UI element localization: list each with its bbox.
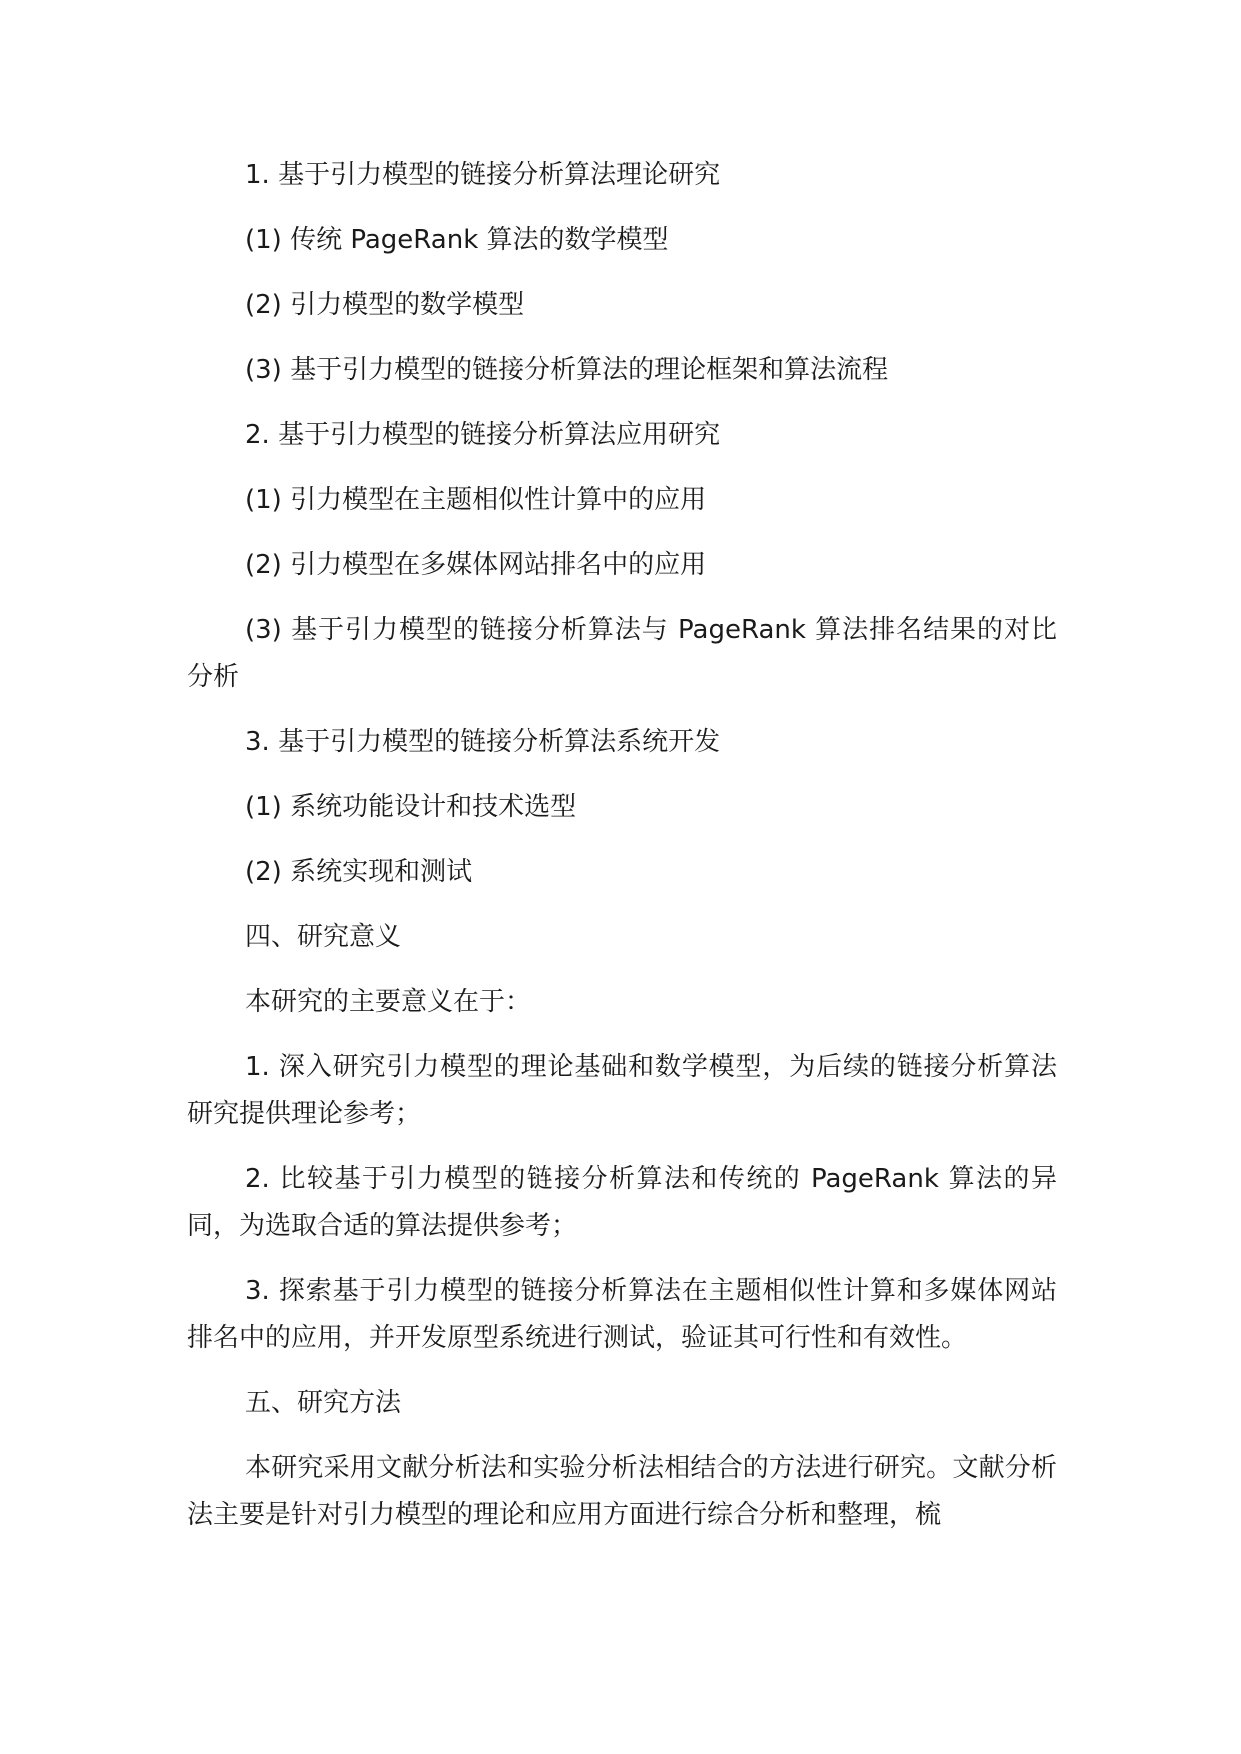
outline-subitem-2-1: (1) 引力模型在主题相似性计算中的应用 xyxy=(245,485,707,515)
methods-paragraph: 本研究采用文献分析法和实验分析法相结合的方法进行研究。文献分析法主要是针对引力模型的理论和应用方面进行综合分析和整理，梳 xyxy=(187,1453,1057,1530)
outline-item-3: 3. 基于引力模型的链接分析算法系统开发 xyxy=(245,727,721,757)
significance-point-2: 2. 比较基于引力模型的链接分析算法和传统的 PageRank 算法的异同，为选取合适的算法提供参考； xyxy=(187,1164,1057,1241)
outline-subitem-1-3: (3) 基于引力模型的链接分析算法的理论框架和算法流程 xyxy=(245,355,889,385)
outline-subitem-3-2: (2) 系统实现和测试 xyxy=(245,857,473,887)
document-body xyxy=(187,152,1057,1557)
significance-point-1: 1. 深入研究引力模型的理论基础和数学模型，为后续的链接分析算法研究提供理论参考； xyxy=(187,1052,1057,1129)
outline-subitem-2-3: (3) 基于引力模型的链接分析算法与 PageRank 算法排名结果的对比分析 xyxy=(187,615,1057,692)
significance-point-3: 3. 探索基于引力模型的链接分析算法在主题相似性计算和多媒体网站排名中的应用，并开发原型系统进行测试，验证其可行性和有效性。 xyxy=(187,1276,1057,1353)
section-heading-significance: 四、研究意义 xyxy=(245,922,402,952)
section-heading-methods: 五、研究方法 xyxy=(245,1388,402,1418)
outline-subitem-3-1: (1) 系统功能设计和技术选型 xyxy=(245,792,577,822)
outline-item-1: 1. 基于引力模型的链接分析算法理论研究 xyxy=(245,160,721,190)
outline-subitem-1-2: (2) 引力模型的数学模型 xyxy=(245,290,525,320)
outline-subitem-1-1: (1) 传统 PageRank 算法的数学模型 xyxy=(245,225,669,255)
outline-item-2: 2. 基于引力模型的链接分析算法应用研究 xyxy=(245,420,721,450)
outline-subitem-2-2: (2) 引力模型在多媒体网站排名中的应用 xyxy=(245,550,707,580)
significance-intro: 本研究的主要意义在于： xyxy=(245,987,532,1017)
